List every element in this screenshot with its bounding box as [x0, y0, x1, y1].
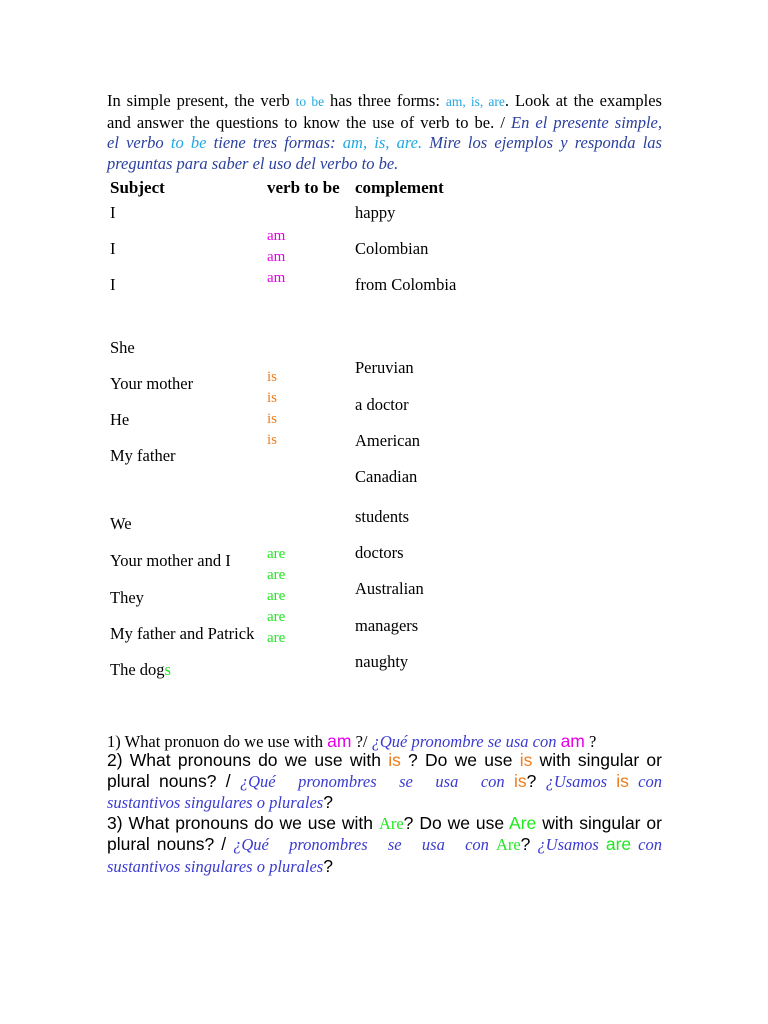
subject-cell: Your mother: [110, 374, 194, 393]
complement-cell: from Colombia: [355, 275, 457, 294]
complement-cell: a doctor: [355, 395, 409, 414]
verb-is: is: [267, 369, 278, 385]
complement-cell: students: [355, 507, 410, 526]
complement-cell: naughty: [355, 652, 409, 671]
complement-cell: doctors: [355, 543, 404, 562]
subject-cell: My father: [110, 446, 176, 465]
subject-cell: We: [110, 514, 132, 533]
complement-cell: Colombian: [355, 239, 429, 258]
complement-cell: Canadian: [355, 467, 418, 486]
forms-highlight: am, is, are: [445, 94, 505, 109]
question-2-line-2: plural nouns? / ¿Qué pronombres se usa con is? ¿Usamos is con: [107, 771, 662, 791]
subject-cell: I: [110, 203, 116, 222]
verb-am: am: [267, 249, 286, 265]
verb-are: are: [267, 609, 286, 625]
intro-line-4: preguntas para saber el uso del verbo to be.: [107, 153, 399, 173]
intro-line-2: and answer the questions to know the use of verb to be. / En el presente simple,: [107, 112, 662, 132]
complement-cell: Australian: [355, 579, 424, 598]
question-3-line-1: 3) What pronouns do we use with Are? Do we use Are with singular or: [107, 813, 662, 833]
question-2-line-1: 2) What pronouns do we use with is ? Do we use is with singular or: [107, 750, 662, 770]
header-verb: verb to be: [267, 178, 340, 197]
subject-cell: They: [110, 588, 144, 607]
question-3-line-2: plural nouns? / ¿Qué pronombres se usa con Are? ¿Usamos are con: [107, 834, 662, 854]
verb-are: are: [267, 546, 286, 562]
verb-am: am: [267, 228, 286, 244]
intro-line-3: el verbo to be tiene tres formas: am, is, are. Mire los ejemplos y responda las: [107, 133, 662, 153]
subject-cell: I: [110, 239, 116, 258]
subject-cell: He: [110, 410, 130, 429]
subject-cell: I: [110, 275, 116, 294]
question-1: 1) What pronuon do we use with am ?/ ¿Qué pronombre se usa con am ?: [107, 731, 597, 751]
complement-cell: American: [355, 431, 421, 450]
complement-cell: happy: [355, 203, 396, 222]
subject-cell: She: [110, 338, 135, 357]
header-complement: complement: [355, 178, 444, 197]
intro-paragraph: [107, 91, 662, 174]
to-be-highlight: to be: [295, 94, 325, 109]
verb-is: is: [267, 411, 278, 427]
verb-is: is: [267, 432, 278, 448]
intro-line-1: In simple present, the verb to be has three forms: am, is, are. Look at the examples: [107, 91, 662, 110]
complement-cell: managers: [355, 616, 419, 635]
verb-are: are: [267, 567, 286, 583]
question-3-line-3: sustantivos singulares o plurales?: [107, 856, 333, 876]
verb-are: are: [267, 630, 286, 646]
verb-am: am: [267, 270, 286, 286]
verb-are: are: [267, 588, 286, 604]
complement-cell: Peruvian: [355, 358, 414, 377]
verb-is: is: [267, 390, 278, 406]
question-2-line-3: sustantivos singulares o plurales?: [107, 792, 333, 812]
subject-cell: The dogs: [110, 660, 171, 679]
subject-cell: My father and Patrick: [110, 624, 255, 643]
subject-cell: Your mother and I: [110, 551, 231, 570]
header-subject: Subject: [110, 178, 165, 197]
